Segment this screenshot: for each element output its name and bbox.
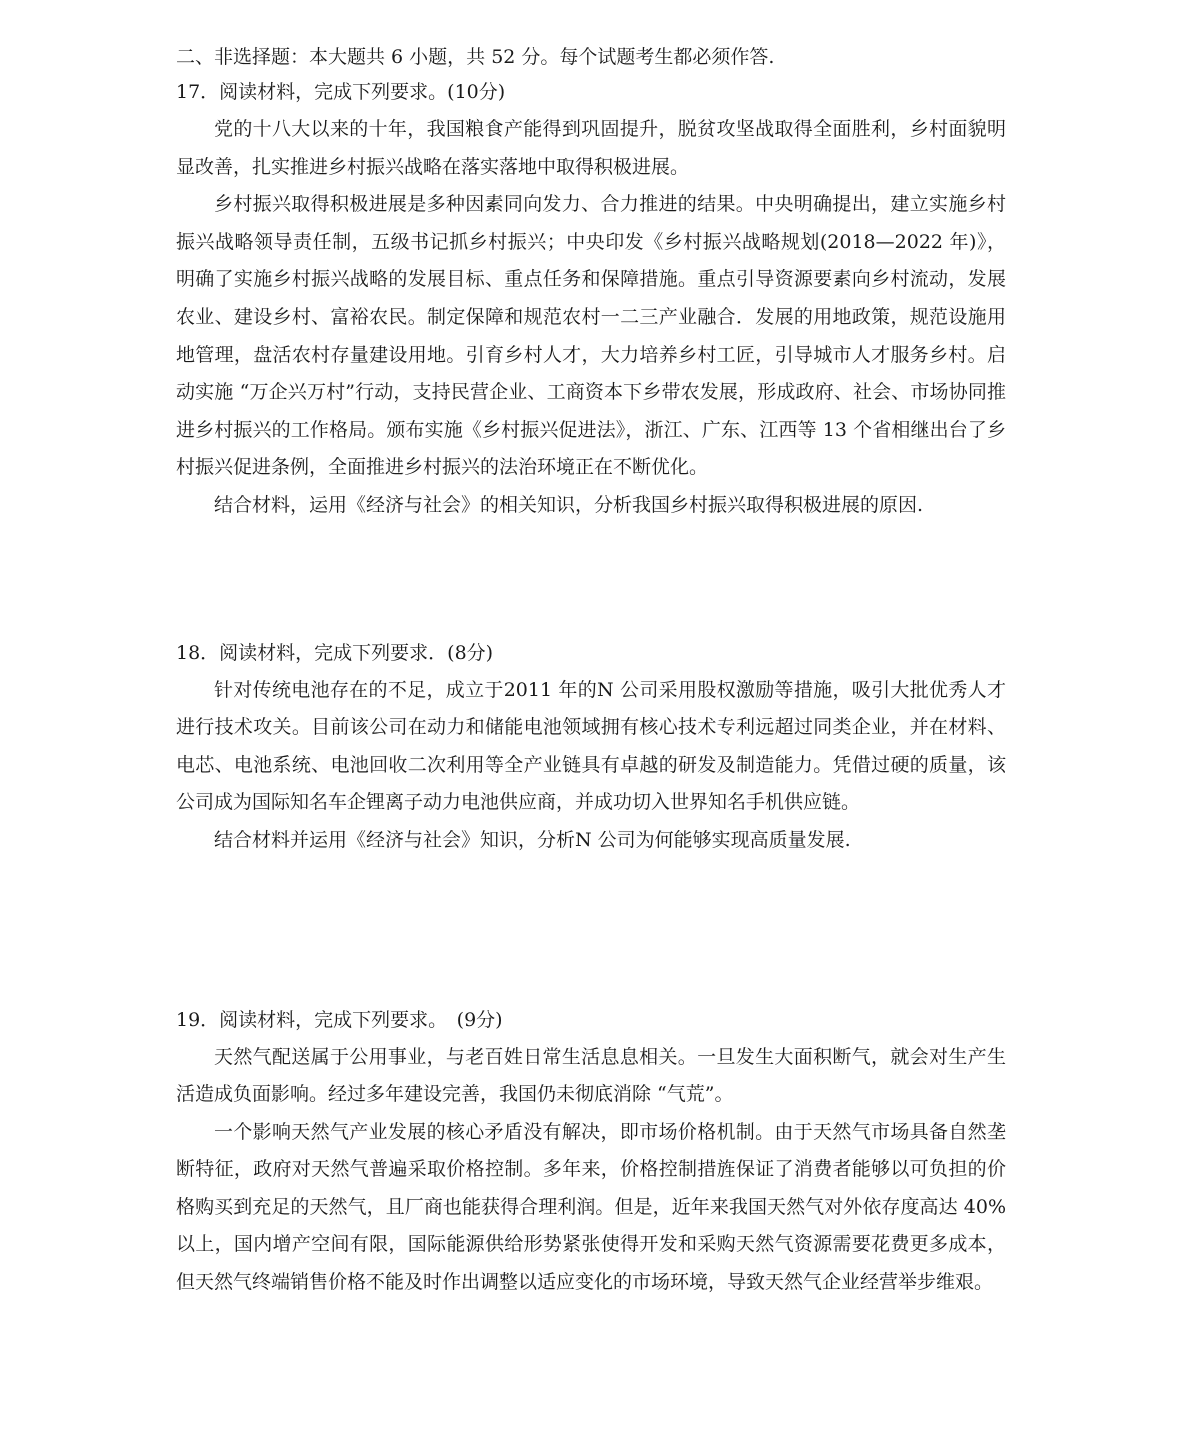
question-19 — [176, 1002, 1006, 1302]
question-17 — [176, 74, 1006, 525]
question-18-title: 18．阅读材料，完成下列要求．(8分) — [176, 641, 494, 664]
question-17-title: 17．阅读材料，完成下列要求。(10分) — [176, 81, 506, 103]
section-header: 二、非选择题：本大题共 6 小题，共 52 分。每个试题考生都必须作答. — [176, 46, 775, 68]
exam-page — [176, 40, 1006, 1302]
question-18-paragraph-1: 针对传统电池存在的不足，成立于2011 年的N 公司采用股权激励等措施，吸引大批优秀人才进行技术攻关。目前该公司在动力和储能电池领域拥有核心技术专利远超过同类企业，并在材料、电芯、电池系统、电池回收二次利用等全产业链具有卓越的研发及制造能力。凭借过硬的质量，该公司成为国际知名车企锂离子动力电池供应商，并成功切入世界知名手机供应链。 — [176, 678, 1006, 814]
question-18 — [176, 635, 1006, 860]
question-19-paragraph-1: 天然气配送属于公用事业，与老百姓日常生活息息相关。一旦发生大面积断气，就会对生产生活造成负面影响。经过多年建设完善，我国仍未彻底消除 “气荒”。 — [176, 1045, 1006, 1106]
question-18-prompt: 结合材料并运用《经济与社会》知识，分析N 公司为何能够实现高质量发展. — [214, 828, 851, 851]
answer-space-18 — [176, 860, 1006, 1002]
question-19-paragraph-2: 一个影响天然气产业发展的核心矛盾没有解决，即市场价格机制。由于天然气市场具备自然垄断特征，政府对天然气普遍采取价格控制。多年来，价格控制措旌保证了消费者能够以可负担的价格购买到充足的天然气，且厂商也能获得合理利润。但是，近年来我国天然气对外依存度高达 40% 以上，国内增产空间有限，国际能源供给形势紧张使得开发和采购天然气资源需要花费更多成本，但天然气终端销售价格不能及时作出调整以适应变化的市场环境，导致天然气企业经营举步维艰。 — [176, 1120, 1006, 1294]
question-17-paragraph-1: 党的十八大以来的十年，我国粮食产能得到巩固提升，脱贫攻坚战取得全面胜利，乡村面貌明显改善，扎实推进乡村振兴战略在落实落地中取得积极进展。 — [176, 118, 1006, 178]
question-17-prompt: 结合材料，运用《经济与社会》的相关知识，分析我国乡村振兴取得积极进展的原因. — [214, 493, 924, 516]
answer-space-17 — [176, 525, 1006, 635]
question-19-title: 19．阅读材料，完成下列要求。 (9分) — [176, 1008, 503, 1031]
question-17-paragraph-2: 乡村振兴取得积极进展是多种因素同向发力、合力推进的结果。中央明确提出，建立实施乡村振兴战略领导责任制，五级书记抓乡村振兴；中央印发《乡村振兴战略规划(2018—2022 年)》，明确了实施乡村振兴战略的发展目标、重点任务和保障措施。重点引导资源要素向乡村流动，发展农业、建设乡村、富裕农民。制定保障和规范农村一二三产业融合．发展的用地政策，规范设施用地管理，盘活农村存量建设用地。引育乡村人才，大力培养乡村工匠，引导城市人才服务乡村。启动实施 “万企兴万村”行动，支持民营企业、工商资本下乡带农发展，形成政府、社会、市场协同推进乡村振兴的工作格局。颁布实施《乡村振兴促进法》，浙江、广东、江西等 13 个省相继出台了乡村振兴促进条例，全面推进乡村振兴的法治环境正在不断优化。 — [176, 193, 1006, 479]
